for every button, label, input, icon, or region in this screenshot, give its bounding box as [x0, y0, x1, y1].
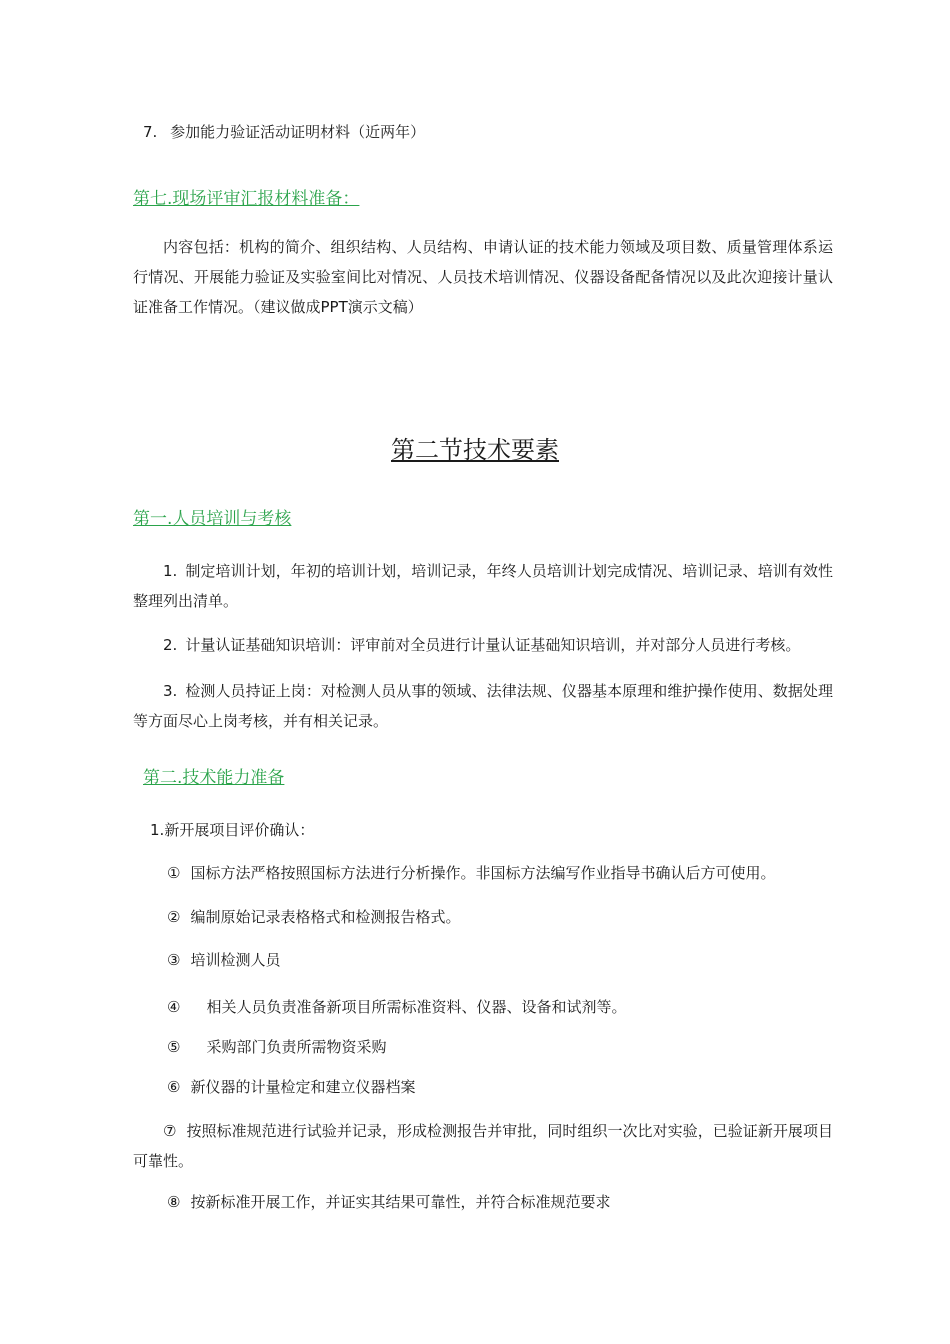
- item-number: 1.: [150, 821, 165, 839]
- step-7: [133, 1116, 833, 1176]
- heading-personnel-training: 第一.人员培训与考核: [133, 509, 292, 529]
- step-text: 相关人员负责准备新项目所需标准资料、仪器、设备和试剂等。: [206, 998, 627, 1016]
- step-marker: ⑦: [163, 1122, 177, 1140]
- training-item-2: [133, 630, 833, 660]
- item-number: 1.: [163, 562, 178, 580]
- step-2: [167, 907, 460, 927]
- step-marker: ④: [167, 998, 181, 1016]
- step-marker: ②: [167, 908, 181, 926]
- heading-technical-capability: 第二.技术能力准备: [143, 768, 285, 788]
- item-text: 参加能力验证活动证明材料（近两年）: [170, 123, 426, 141]
- subitem-new-project: [150, 820, 314, 840]
- step-marker: ⑥: [167, 1078, 181, 1096]
- step-text: 新仪器的计量检定和建立仪器档案: [190, 1078, 416, 1096]
- step-4: [167, 997, 626, 1017]
- step-text: 按照标准规范进行试验并记录，形成检测报告并审批，同时组织一次比对实验，已验证新开展项目可靠性。: [133, 1122, 833, 1170]
- item-number: 3.: [163, 682, 178, 700]
- step-6: [167, 1077, 415, 1097]
- section-title: [0, 435, 950, 465]
- item-number: 2.: [163, 636, 178, 654]
- item-text: 检测人员持证上岗：对检测人员从事的领域、法律法规、仪器基本原理和维护操作使用、数据处理等方面尽心上岗考核，并有相关记录。: [133, 682, 833, 730]
- step-5: [167, 1037, 386, 1057]
- heading-section-7: 第七.现场评审汇报材料准备：: [133, 189, 360, 209]
- step-text: 按新标准开展工作，并证实其结果可靠性，并符合标准规范要求: [190, 1193, 611, 1211]
- item-number: 7.: [143, 123, 158, 141]
- step-1: [167, 863, 775, 883]
- paragraph-report-materials: 内容包括：机构的简介、组织结构、人员结构、申请认证的技术能力领域及项目数、质量管理体系运行情况、开展能力验证及实验室间比对情况、人员技术培训情况、仪器设备配备情况以及此次迎接计量认证准备工作情况。（建议做成PPT演示文稿）: [133, 238, 833, 316]
- training-item-3: [133, 676, 833, 736]
- item-text: 制定培训计划，年初的培训计划，培训记录，年终人员培训计划完成情况、培训记录、培训有效性整理列出清单。: [133, 562, 833, 610]
- training-item-1: [133, 556, 833, 616]
- section-title-text: 第二节技术要素: [391, 436, 559, 464]
- step-3: [167, 950, 280, 970]
- step-marker: ⑤: [167, 1038, 181, 1056]
- step-text: 国标方法严格按照国标方法进行分析操作。非国标方法编写作业指导书确认后方可使用。: [190, 864, 776, 882]
- list-item-7: [143, 122, 425, 142]
- step-marker: ③: [167, 951, 181, 969]
- step-marker: ⑧: [167, 1193, 181, 1211]
- step-marker: ①: [167, 864, 181, 882]
- step-8: [167, 1192, 610, 1212]
- step-text: 采购部门负责所需物资采购: [206, 1038, 387, 1056]
- item-text: 计量认证基础知识培训：评审前对全员进行计量认证基础知识培训，并对部分人员进行考核。: [185, 636, 801, 654]
- step-text: 编制原始记录表格格式和检测报告格式。: [190, 908, 461, 926]
- step-text: 培训检测人员: [190, 951, 281, 969]
- item-text: 新开展项目评价确认：: [164, 821, 315, 839]
